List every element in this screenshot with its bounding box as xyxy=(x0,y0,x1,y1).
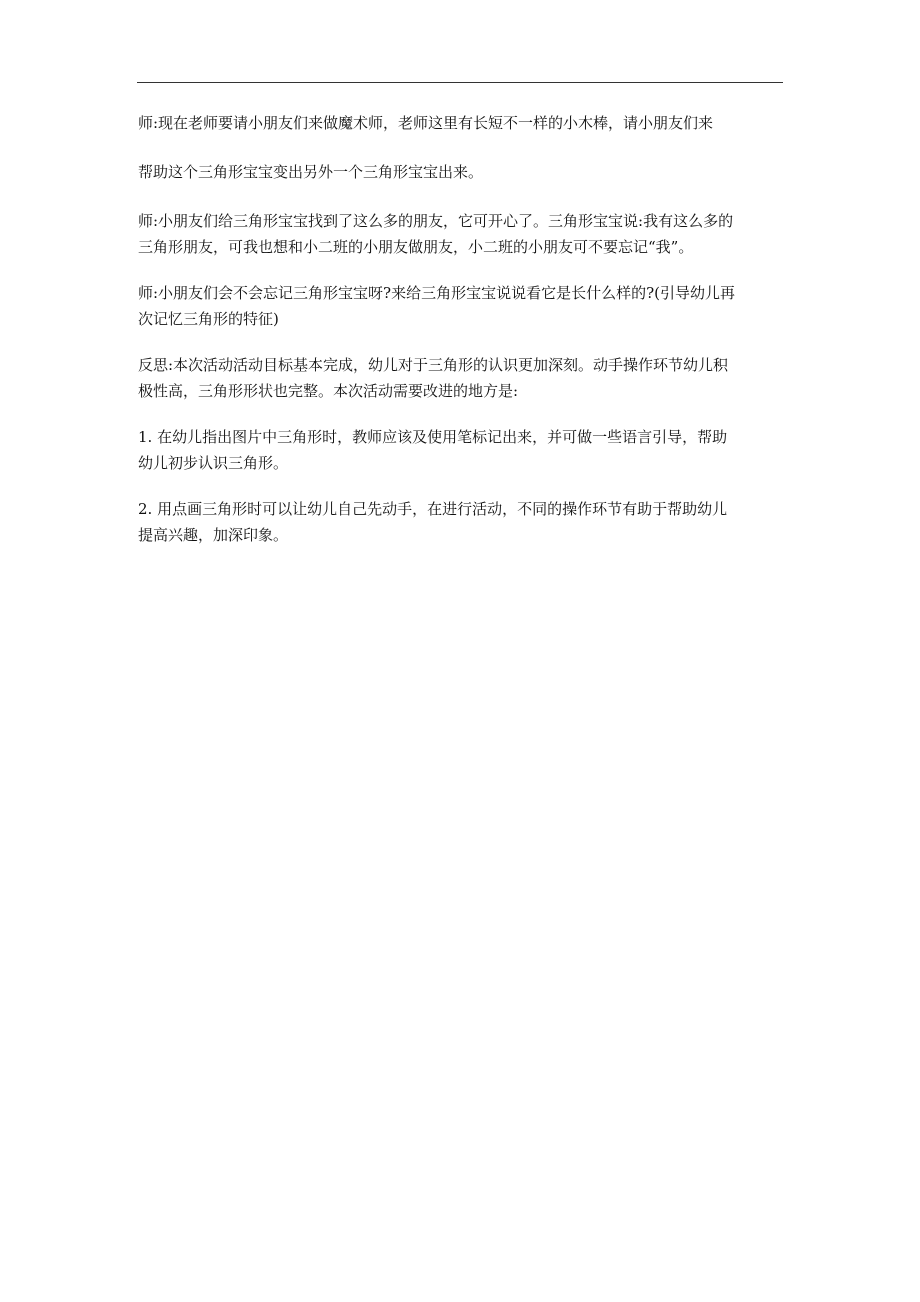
paragraph-1 xyxy=(138,110,784,136)
paragraph-3 xyxy=(138,208,784,260)
paragraph-7-line-2: 提高兴趣，加深印象。 xyxy=(138,526,289,544)
header-rule xyxy=(137,82,783,83)
paragraph-3-line-1: 师:小朋友们给三角形宝宝找到了这么多的朋友，它可开心了。三角形宝宝说:我有这么多的 xyxy=(138,212,734,230)
paragraph-4 xyxy=(138,280,784,332)
paragraph-3-line-2: 三角形朋友，可我也想和小二班的小朋友做朋友，小二班的小朋友可不要忘记“我”。 xyxy=(138,238,694,256)
document-body xyxy=(138,110,784,548)
paragraph-6-line-1: 1. 在幼儿指出图片中三角形时，教师应该及使用笔标记出来，并可做一些语言引导，帮助 xyxy=(138,428,728,446)
paragraph-7-line-1: 2. 用点画三角形时可以让幼儿自己先动手，在进行活动，不同的操作环节有助于帮助幼儿 xyxy=(138,500,728,518)
paragraph-6-line-2: 幼儿初步认识三角形。 xyxy=(138,454,289,472)
paragraph-5-line-2: 极性高，三角形形状也完整。本次活动需要改进的地方是: xyxy=(138,382,519,400)
paragraph-7 xyxy=(138,496,784,548)
paragraph-4-line-2: 次记忆三角形的特征) xyxy=(138,310,279,328)
paragraph-1-line-1: 师:现在老师要请小朋友们来做魔术师，老师这里有长短不一样的小木棒，请小朋友们来 xyxy=(138,114,714,132)
paragraph-2-line-1: 帮助这个三角形宝宝变出另外一个三角形宝宝出来。 xyxy=(138,163,484,181)
paragraph-4-line-1: 师:小朋友们会不会忘记三角形宝宝呀?来给三角形宝宝说说看它是长什么样的?(引导幼儿再 xyxy=(138,284,735,302)
paragraph-5-line-1: 反思:本次活动活动目标基本完成，幼儿对于三角形的认识更加深刻。动手操作环节幼儿积 xyxy=(138,356,729,374)
paragraph-6 xyxy=(138,424,784,476)
paragraph-5 xyxy=(138,352,784,404)
paragraph-2 xyxy=(138,159,784,185)
